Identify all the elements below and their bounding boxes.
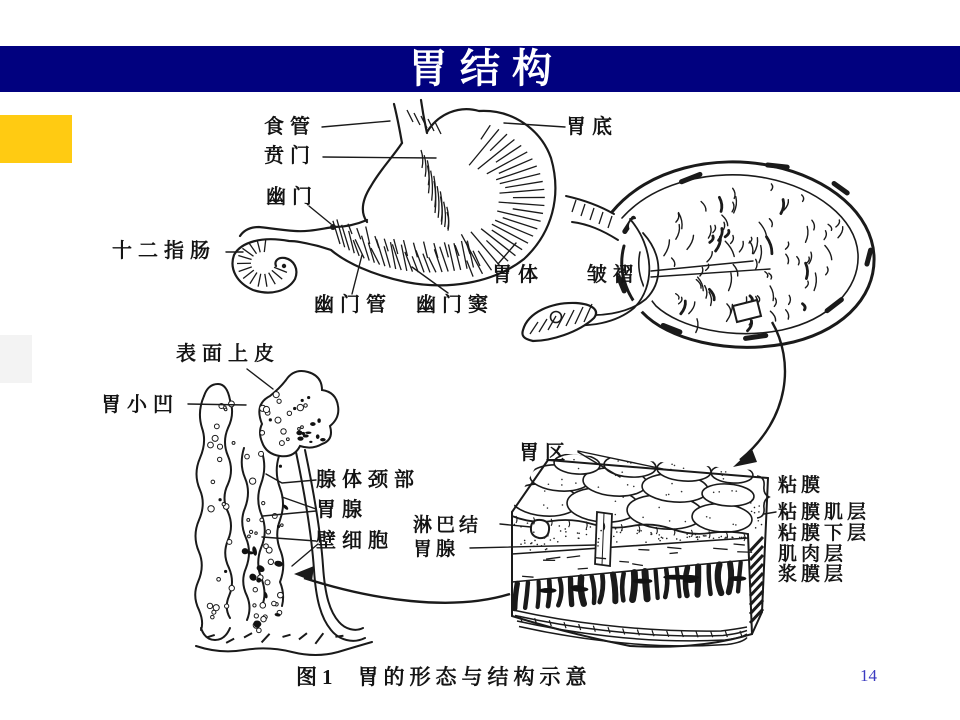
label-gastric-area: 胃区 — [519, 442, 571, 464]
label-surface-epithelium: 表面上皮 — [176, 343, 280, 365]
label-duodenum: 十二指肠 — [112, 240, 216, 262]
label-rugae: 皱褶 — [587, 264, 639, 286]
label-submucosa: 粘膜下层 — [778, 523, 871, 544]
label-esophagus: 食管 — [264, 116, 316, 138]
label-stomach-body: 胃体 — [492, 264, 544, 286]
label-lymph-node: 淋巴结 — [413, 515, 483, 536]
label-gastric-gland: 胃腺 — [316, 499, 368, 521]
label-mucosa: 粘膜 — [778, 475, 825, 496]
label-muscularis-mucosae: 粘膜肌层 — [778, 502, 871, 523]
label-pyloric-antrum: 幽门窦 — [416, 294, 494, 316]
slide-title: 胃结构 — [408, 47, 564, 91]
label-gastric-pit: 胃小凹 — [101, 394, 179, 416]
label-cardia: 贲门 — [264, 145, 316, 167]
label-muscle-layer: 肌肉层 — [778, 544, 848, 565]
label-gastric-gland-block: 胃腺 — [413, 539, 460, 560]
right-stomach-sketch — [522, 162, 874, 347]
figure-caption-number: 图1 — [296, 665, 338, 689]
label-serosa: 浆膜层 — [778, 564, 848, 585]
arrow-block-to-histology — [304, 578, 510, 603]
label-fundus: 胃底 — [566, 116, 618, 138]
label-gland-neck: 腺体颈部 — [316, 469, 420, 491]
label-pyloric-canal: 幽门管 — [314, 294, 392, 316]
figure-caption — [296, 661, 592, 691]
arrowhead-down — [733, 449, 757, 467]
arrow-stomach-to-block — [740, 322, 785, 460]
page-number: 14 — [860, 666, 877, 685]
label-parietal-cell: 壁细胞 — [316, 530, 394, 552]
label-pylorus: 幽门 — [266, 186, 318, 208]
figure-caption-text: 胃的形态与结构示意 — [357, 665, 592, 689]
